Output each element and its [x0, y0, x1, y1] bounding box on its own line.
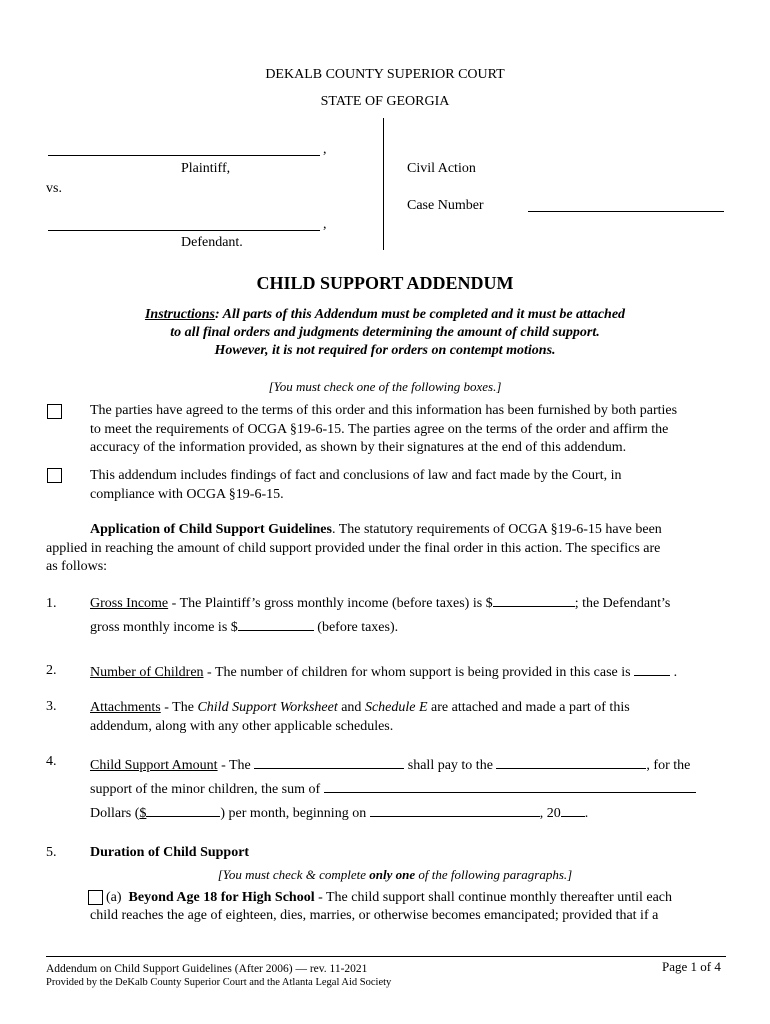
- monthly-amount-field[interactable]: [146, 804, 220, 817]
- civil-action-label: Civil Action: [407, 161, 476, 176]
- state-name: STATE OF GEORGIA: [320, 94, 450, 109]
- court-name: DEKALB COUNTY SUPERIOR COURT: [265, 67, 505, 82]
- payee-field[interactable]: [496, 756, 646, 769]
- item-gross-income: Gross Income - The Plaintiff’s gross monthly income (before taxes) is $ ; the Defendant’s gross monthly income is $ (before taxes).: [90, 596, 671, 635]
- sum-in-words-field[interactable]: [324, 780, 696, 793]
- gross-income-title: Gross Income: [90, 596, 169, 611]
- instructions-label: Instructions: [144, 307, 215, 322]
- plaintiff-comma: ,: [323, 142, 327, 157]
- caption-divider: [383, 118, 384, 250]
- duration-title: Duration of Child Support: [90, 845, 250, 860]
- case-number-line[interactable]: [528, 211, 724, 212]
- application-paragraph: Application of Child Support Guidelines. The statutory requirements of OCGA §19-6-15 have been applied in reaching the amount of child support provided under the final order in this action. The specifics are as follows:: [46, 522, 662, 574]
- item-4-number: 4.: [46, 754, 57, 769]
- attachments-title: Attachments: [90, 700, 161, 715]
- document-title: CHILD SUPPORT ADDENDUM: [256, 273, 514, 293]
- defendant-name-line[interactable]: [48, 230, 320, 231]
- beyond-age-18-title: Beyond Age 18 for High School: [128, 890, 315, 905]
- defendant-label: Defendant.: [181, 235, 243, 250]
- duration-note: [You must check & complete only one of the following paragraphs.]: [217, 867, 573, 882]
- court-findings-checkbox[interactable]: [47, 468, 62, 483]
- item-1-number: 1.: [46, 596, 57, 611]
- defendant-income-field[interactable]: [238, 618, 314, 631]
- footer-title: Addendum on Child Support Guidelines (After 2006) — rev. 11-2021: [46, 963, 368, 975]
- application-heading: Application of Child Support Guidelines: [90, 522, 332, 537]
- agreed-terms-checkbox[interactable]: [47, 404, 62, 419]
- footer-provided-by: Provided by the DeKalb County Superior Court and the Atlanta Legal Aid Society: [46, 977, 392, 988]
- plaintiff-name-line[interactable]: [48, 155, 320, 156]
- number-of-children-field[interactable]: [634, 663, 670, 676]
- defendant-comma: ,: [323, 217, 327, 232]
- instructions-line-3: However, it is not required for orders on contempt motions.: [214, 343, 556, 358]
- start-date-field[interactable]: [370, 804, 540, 817]
- beyond-age-18-line-2: child reaches the age of eighteen, dies, marries, or otherwise becomes emancipated; provided that if a: [90, 908, 659, 923]
- item-5-number: 5.: [46, 845, 57, 860]
- check-one-note: [You must check one of the following boxes.]: [268, 379, 502, 394]
- beyond-age-18-checkbox[interactable]: [88, 890, 103, 905]
- item-child-support-amount: Child Support Amount - The shall pay to the , for the support of the minor children, the sum of Dollars ($ ) per month, beginning on , 20 .: [90, 754, 730, 826]
- plaintiff-income-field[interactable]: [493, 594, 575, 607]
- court-findings-text: This addendum includes findings of fact and conclusions of law and fact made by the Court, in compliance with OCGA §19-6-15.: [90, 468, 622, 502]
- payor-field[interactable]: [254, 756, 404, 769]
- agreed-terms-text: The parties have agreed to the terms of this order and this information has been furnished by both parties to meet the requirements of OCGA §19-6-15. The parties agree on the terms of the order and affirm the accuracy of the information provided, as shown by their signatures at the end of this addendum.: [90, 403, 678, 455]
- item-attachments: Attachments - The Child Support Worksheet and Schedule E are attached and made a part of this addendum, along with any other applicable schedules.: [90, 700, 630, 734]
- instructions-line-1: Instructions: All parts of this Addendum must be completed and it must be attached: [144, 307, 626, 322]
- instructions-line-2: to all final orders and judgments determining the amount of child support.: [170, 325, 600, 340]
- page-number: Page 1 of 4: [662, 959, 721, 974]
- versus-label: vs.: [46, 181, 62, 196]
- number-of-children-title: Number of Children: [90, 665, 204, 680]
- case-number-label: Case Number: [407, 198, 484, 213]
- plaintiff-label: Plaintiff,: [181, 161, 231, 176]
- item-2-number: 2.: [46, 663, 57, 678]
- start-year-field[interactable]: [561, 804, 585, 817]
- item-number-of-children: Number of Children - The number of children for whom support is being provided in this case is .: [90, 665, 678, 680]
- footer-rule: [46, 956, 726, 957]
- child-support-amount-title: Child Support Amount: [90, 758, 218, 773]
- beyond-age-18-line-1: (a) Beyond Age 18 for High School - The child support shall continue monthly thereafter until each: [106, 890, 673, 905]
- item-3-number: 3.: [46, 699, 57, 714]
